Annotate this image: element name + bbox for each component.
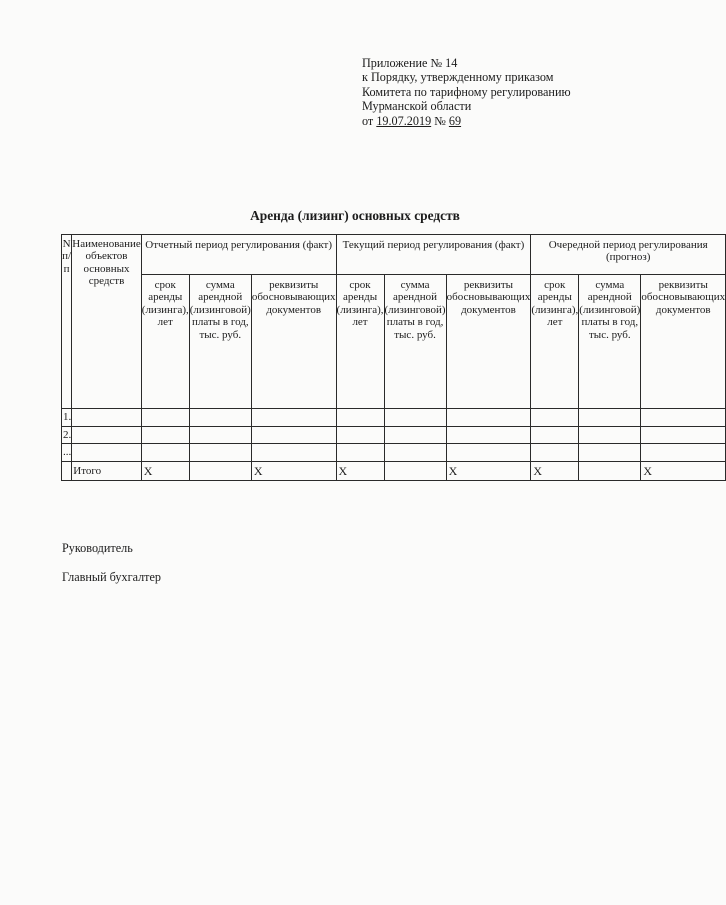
appendix-line-4: Мурманской области xyxy=(362,99,472,114)
subheader-lease-term: срок аренды (лизинга), лет xyxy=(141,275,189,409)
document-title: Аренда (лизинг) основных средств xyxy=(250,208,460,223)
total-mark: X xyxy=(641,462,726,481)
lease-table xyxy=(61,234,726,481)
total-label: Итого xyxy=(72,462,142,481)
signature-chief-accountant: Главный бухгалтер xyxy=(62,570,162,584)
row-number: ... xyxy=(62,444,72,462)
signature-head: Руководитель xyxy=(62,541,133,555)
header-period-next: Очередной период регулирования (прогноз) xyxy=(531,235,726,275)
appendix-line-2: к Порядку, утвержденному приказом xyxy=(362,70,554,85)
appendix-line-1: Приложение № 14 xyxy=(362,56,458,70)
subheader-documents: реквизиты обосновывающих документов xyxy=(446,275,531,409)
appendix-line-3: Комитета по тарифному регулированию xyxy=(362,84,571,99)
order-number: 69 xyxy=(448,113,462,128)
total-mark xyxy=(384,462,446,481)
appendix-line-5 xyxy=(362,114,622,128)
row-number: 1. xyxy=(62,409,72,427)
total-mark: X xyxy=(336,462,384,481)
total-mark xyxy=(189,462,251,481)
table-row xyxy=(62,444,726,462)
total-mark: X xyxy=(251,462,336,481)
subheader-lease-amount: сумма арендной (лизинговой) платы в год, тыс. руб. xyxy=(579,275,641,409)
subheader-lease-amount: сумма арендной (лизинговой) платы в год, тыс. руб. xyxy=(189,275,251,409)
subheader-lease-term: срок аренды (лизинга), лет xyxy=(336,275,384,409)
table-row xyxy=(62,409,726,427)
total-mark: X xyxy=(531,462,579,481)
order-date: 19.07.2019 xyxy=(376,113,432,128)
subheader-lease-term: срок аренды (лизинга), лет xyxy=(531,275,579,409)
subheader-lease-amount: сумма арендной (лизинговой) платы в год, тыс. руб. xyxy=(384,275,446,409)
header-np: N п/п xyxy=(62,235,72,409)
row-number: 2. xyxy=(62,427,72,444)
appendix-header xyxy=(362,56,622,128)
total-mark: X xyxy=(141,462,189,481)
total-row xyxy=(62,462,726,481)
subheader-documents: реквизиты обосновывающих документов xyxy=(641,275,726,409)
total-mark: X xyxy=(446,462,531,481)
table-row xyxy=(62,427,726,444)
header-period-current: Текущий период регулирования (факт) xyxy=(336,235,531,275)
header-object-name: Наименование объектов основных средств xyxy=(72,235,142,409)
subheader-documents: реквизиты обосновывающих документов xyxy=(251,275,336,409)
header-period-reporting: Отчетный период регулирования (факт) xyxy=(141,235,336,275)
order-date-prefix: от xyxy=(362,113,377,128)
order-number-prefix: № xyxy=(431,113,449,128)
total-mark xyxy=(579,462,641,481)
